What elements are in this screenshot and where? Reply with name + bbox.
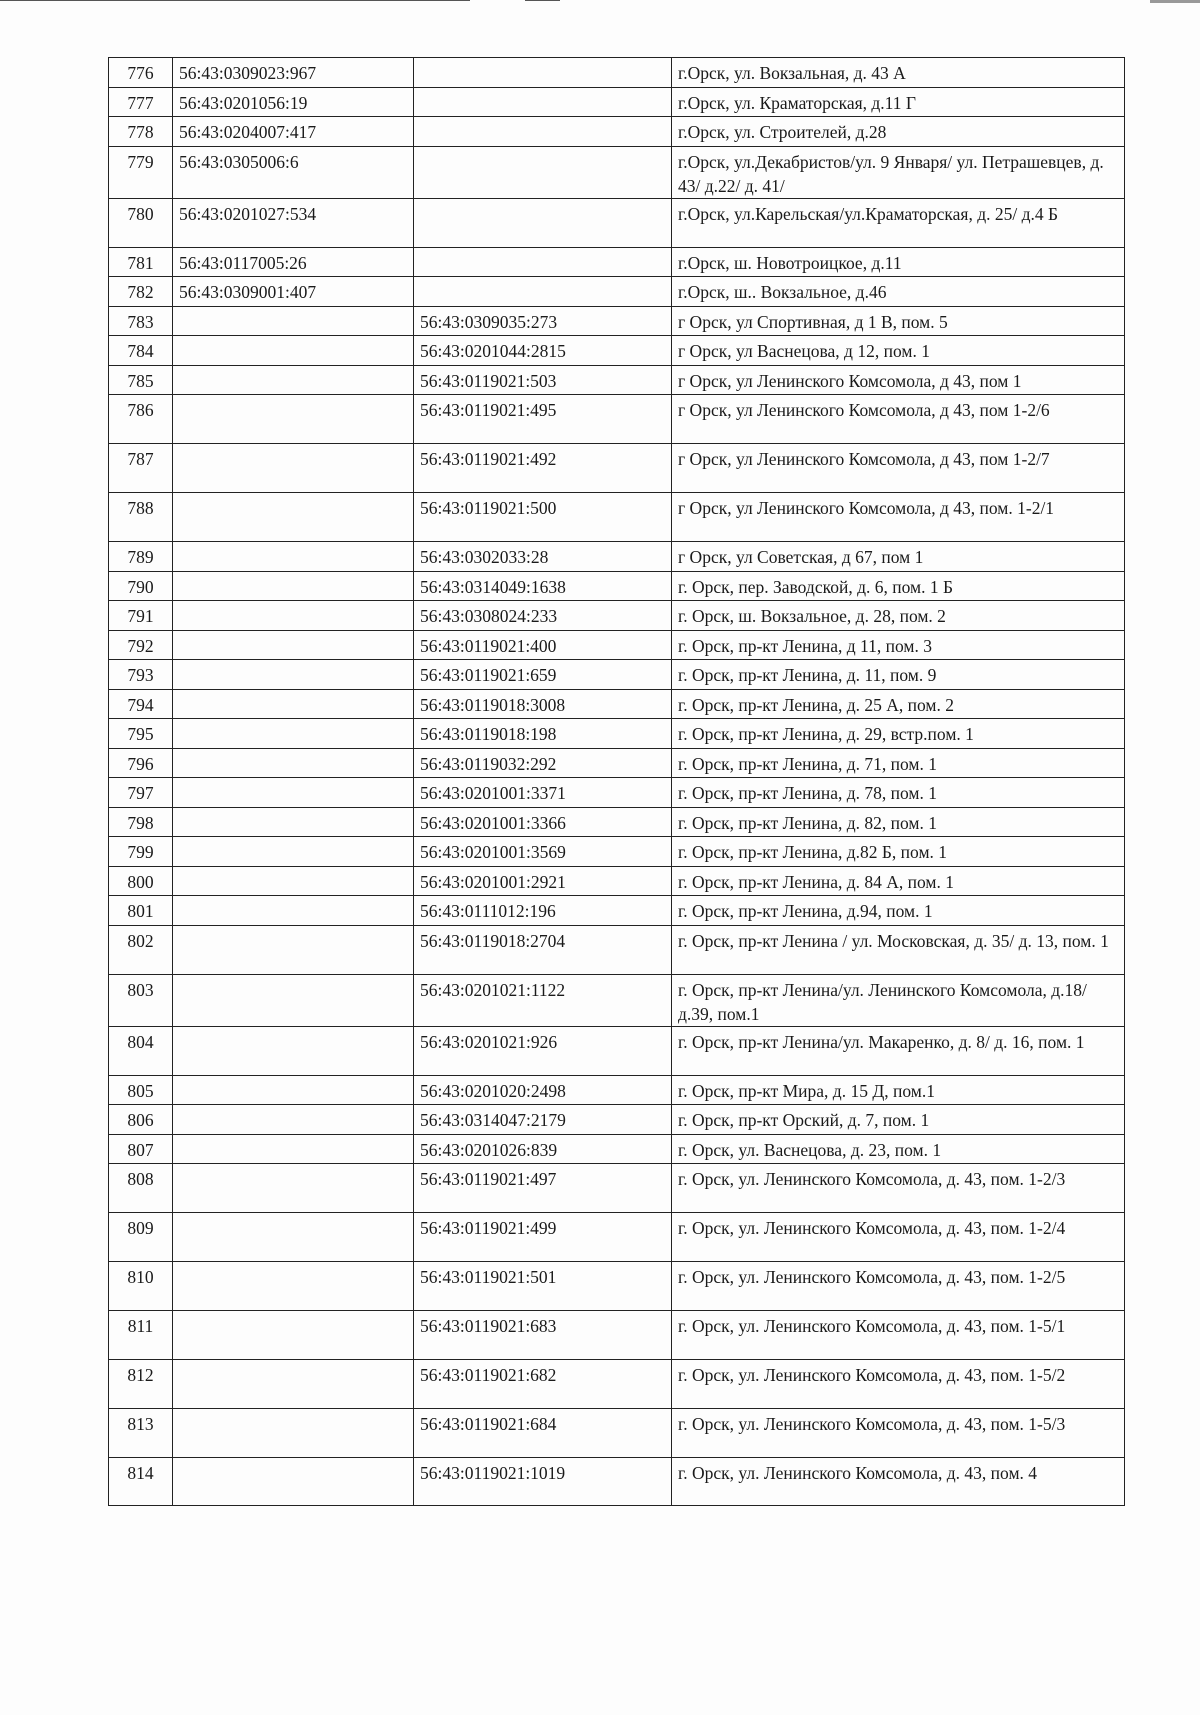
premises-cadastral-cell xyxy=(414,277,672,307)
premises-cadastral-cell: 56:43:0119021:684 xyxy=(414,1409,672,1458)
row-number-cell: 785 xyxy=(109,365,173,395)
address-cell: г. Орск, пр-кт Ленина / ул. Московская, д. 35/ д. 13, пом. 1 xyxy=(672,925,1125,974)
row-number-cell: 792 xyxy=(109,630,173,660)
address-cell: г.Орск, ул. Вокзальная, д. 43 А xyxy=(672,58,1125,88)
table-row xyxy=(109,925,1125,974)
premises-cadastral-cell xyxy=(414,87,672,117)
premises-cadastral-cell: 56:43:0308024:233 xyxy=(414,601,672,631)
premises-cadastral-cell xyxy=(414,58,672,88)
premises-cadastral-cell: 56:43:0111012:196 xyxy=(414,896,672,926)
row-number-cell: 776 xyxy=(109,58,173,88)
row-number-cell: 788 xyxy=(109,493,173,542)
address-cell: г Орск, ул Ленинского Комсомола, д 43, пом 1-2/6 xyxy=(672,395,1125,444)
parcel-cadastral-cell xyxy=(173,807,414,837)
table-row xyxy=(109,146,1125,198)
premises-cadastral-cell: 56:43:0119021:659 xyxy=(414,660,672,690)
row-number-cell: 809 xyxy=(109,1213,173,1262)
row-number-cell: 789 xyxy=(109,542,173,572)
premises-cadastral-cell: 56:43:0314049:1638 xyxy=(414,571,672,601)
premises-cadastral-cell: 56:43:0119021:500 xyxy=(414,493,672,542)
row-number-cell: 793 xyxy=(109,660,173,690)
parcel-cadastral-cell xyxy=(173,866,414,896)
table-row xyxy=(109,1134,1125,1164)
premises-cadastral-cell xyxy=(414,198,672,247)
table-row xyxy=(109,1311,1125,1360)
row-number-cell: 807 xyxy=(109,1134,173,1164)
table-row xyxy=(109,247,1125,277)
row-number-cell: 779 xyxy=(109,146,173,198)
premises-cadastral-cell: 56:43:0119021:497 xyxy=(414,1164,672,1213)
address-cell: г. Орск, ул. Ленинского Комсомола, д. 43, пом. 1-2/5 xyxy=(672,1262,1125,1311)
address-cell: г Орск, ул Ленинского Комсомола, д 43, пом 1-2/7 xyxy=(672,444,1125,493)
table-row xyxy=(109,306,1125,336)
row-number-cell: 791 xyxy=(109,601,173,631)
address-cell: г. Орск, пр-кт Ленина, д.94, пом. 1 xyxy=(672,896,1125,926)
scan-artifact xyxy=(1150,0,1200,3)
parcel-cadastral-cell: 56:43:0201056:19 xyxy=(173,87,414,117)
row-number-cell: 814 xyxy=(109,1458,173,1506)
table-row xyxy=(109,778,1125,808)
row-number-cell: 786 xyxy=(109,395,173,444)
row-number-cell: 795 xyxy=(109,719,173,749)
address-cell: г. Орск, пр-кт Орский, д. 7, пом. 1 xyxy=(672,1105,1125,1135)
row-number-cell: 798 xyxy=(109,807,173,837)
address-cell: г. Орск, пр-кт Ленина, д. 29, встр.пом. 1 xyxy=(672,719,1125,749)
parcel-cadastral-cell xyxy=(173,660,414,690)
scan-artifact xyxy=(525,0,560,1)
parcel-cadastral-cell xyxy=(173,1311,414,1360)
parcel-cadastral-cell xyxy=(173,1105,414,1135)
premises-cadastral-cell xyxy=(414,117,672,147)
premises-cadastral-cell: 56:43:0119018:3008 xyxy=(414,689,672,719)
premises-cadastral-cell: 56:43:0119018:198 xyxy=(414,719,672,749)
row-number-cell: 799 xyxy=(109,837,173,867)
premises-cadastral-cell: 56:43:0309035:273 xyxy=(414,306,672,336)
address-cell: г. Орск, пр-кт Ленина, д. 71, пом. 1 xyxy=(672,748,1125,778)
parcel-cadastral-cell xyxy=(173,925,414,974)
table-row xyxy=(109,87,1125,117)
parcel-cadastral-cell xyxy=(173,365,414,395)
address-cell: г Орск, ул Васнецова, д 12, пом. 1 xyxy=(672,336,1125,366)
parcel-cadastral-cell xyxy=(173,1075,414,1105)
row-number-cell: 782 xyxy=(109,277,173,307)
parcel-cadastral-cell: 56:43:0309001:407 xyxy=(173,277,414,307)
address-cell: г.Орск, ул.Декабристов/ул. 9 Января/ ул. Петрашевцев, д. 43/ д.22/ д. 41/ xyxy=(672,146,1125,198)
row-number-cell: 803 xyxy=(109,974,173,1026)
premises-cadastral-cell: 56:43:0302033:28 xyxy=(414,542,672,572)
parcel-cadastral-cell xyxy=(173,719,414,749)
address-cell: г Орск, ул Спортивная, д 1 В, пом. 5 xyxy=(672,306,1125,336)
parcel-cadastral-cell xyxy=(173,1262,414,1311)
address-cell: г.Орск, ш. Новотроицкое, д.11 xyxy=(672,247,1125,277)
row-number-cell: 781 xyxy=(109,247,173,277)
parcel-cadastral-cell xyxy=(173,778,414,808)
parcel-cadastral-cell: 56:43:0117005:26 xyxy=(173,247,414,277)
row-number-cell: 777 xyxy=(109,87,173,117)
table-row xyxy=(109,542,1125,572)
table-row xyxy=(109,807,1125,837)
premises-cadastral-cell: 56:43:0119021:501 xyxy=(414,1262,672,1311)
parcel-cadastral-cell xyxy=(173,493,414,542)
parcel-cadastral-cell: 56:43:0201027:534 xyxy=(173,198,414,247)
table-row xyxy=(109,601,1125,631)
table-row xyxy=(109,58,1125,88)
table-row xyxy=(109,719,1125,749)
table-row xyxy=(109,630,1125,660)
row-number-cell: 790 xyxy=(109,571,173,601)
premises-cadastral-cell: 56:43:0119021:499 xyxy=(414,1213,672,1262)
row-number-cell: 780 xyxy=(109,198,173,247)
table-row xyxy=(109,866,1125,896)
address-cell: г. Орск, пр-кт Ленина, д. 82, пом. 1 xyxy=(672,807,1125,837)
row-number-cell: 811 xyxy=(109,1311,173,1360)
address-cell: г Орск, ул Ленинского Комсомола, д 43, пом. 1-2/1 xyxy=(672,493,1125,542)
row-number-cell: 804 xyxy=(109,1026,173,1075)
premises-cadastral-cell: 56:43:0201044:2815 xyxy=(414,336,672,366)
row-number-cell: 796 xyxy=(109,748,173,778)
parcel-cadastral-cell xyxy=(173,896,414,926)
table-row xyxy=(109,1105,1125,1135)
table-row xyxy=(109,748,1125,778)
address-cell: г. Орск, ул. Ленинского Комсомола, д. 43, пом. 1-5/3 xyxy=(672,1409,1125,1458)
parcel-cadastral-cell: 56:43:0305006:6 xyxy=(173,146,414,198)
row-number-cell: 787 xyxy=(109,444,173,493)
address-cell: г. Орск, пр-кт Ленина/ул. Макаренко, д. 8/ д. 16, пом. 1 xyxy=(672,1026,1125,1075)
parcel-cadastral-cell xyxy=(173,630,414,660)
registry-body xyxy=(109,58,1125,1506)
row-number-cell: 813 xyxy=(109,1409,173,1458)
address-cell: г. Орск, ул. Ленинского Комсомола, д. 43, пом. 1-2/4 xyxy=(672,1213,1125,1262)
row-number-cell: 806 xyxy=(109,1105,173,1135)
row-number-cell: 808 xyxy=(109,1164,173,1213)
address-cell: г.Орск, ш.. Вокзальное, д.46 xyxy=(672,277,1125,307)
parcel-cadastral-cell xyxy=(173,306,414,336)
premises-cadastral-cell: 56:43:0201020:2498 xyxy=(414,1075,672,1105)
premises-cadastral-cell: 56:43:0201026:839 xyxy=(414,1134,672,1164)
row-number-cell: 801 xyxy=(109,896,173,926)
table-row xyxy=(109,277,1125,307)
address-cell: г. Орск, ул. Васнецова, д. 23, пом. 1 xyxy=(672,1134,1125,1164)
row-number-cell: 802 xyxy=(109,925,173,974)
premises-cadastral-cell: 56:43:0119021:503 xyxy=(414,365,672,395)
row-number-cell: 797 xyxy=(109,778,173,808)
parcel-cadastral-cell xyxy=(173,1213,414,1262)
address-cell: г. Орск, ул. Ленинского Комсомола, д. 43, пом. 4 xyxy=(672,1458,1125,1506)
parcel-cadastral-cell xyxy=(173,542,414,572)
table-row xyxy=(109,1360,1125,1409)
parcel-cadastral-cell xyxy=(173,1164,414,1213)
parcel-cadastral-cell: 56:43:0204007:417 xyxy=(173,117,414,147)
address-cell: г.Орск, ул. Краматорская, д.11 Г xyxy=(672,87,1125,117)
parcel-cadastral-cell xyxy=(173,444,414,493)
table-row xyxy=(109,689,1125,719)
premises-cadastral-cell: 56:43:0119021:683 xyxy=(414,1311,672,1360)
table-row xyxy=(109,974,1125,1026)
address-cell: г. Орск, пр-кт Ленина, д. 84 А, пом. 1 xyxy=(672,866,1125,896)
premises-cadastral-cell: 56:43:0201001:3366 xyxy=(414,807,672,837)
premises-cadastral-cell: 56:43:0201001:3569 xyxy=(414,837,672,867)
row-number-cell: 800 xyxy=(109,866,173,896)
address-cell: г. Орск, пр-кт Ленина, д. 25 А, пом. 2 xyxy=(672,689,1125,719)
row-number-cell: 783 xyxy=(109,306,173,336)
premises-cadastral-cell: 56:43:0119021:400 xyxy=(414,630,672,660)
address-cell: г. Орск, ул. Ленинского Комсомола, д. 43, пом. 1-2/3 xyxy=(672,1164,1125,1213)
parcel-cadastral-cell xyxy=(173,336,414,366)
premises-cadastral-cell: 56:43:0201021:926 xyxy=(414,1026,672,1075)
row-number-cell: 810 xyxy=(109,1262,173,1311)
registry-table xyxy=(108,57,1125,1506)
parcel-cadastral-cell xyxy=(173,1026,414,1075)
table-row xyxy=(109,837,1125,867)
address-cell: г. Орск, ул. Ленинского Комсомола, д. 43, пом. 1-5/1 xyxy=(672,1311,1125,1360)
premises-cadastral-cell xyxy=(414,146,672,198)
parcel-cadastral-cell xyxy=(173,748,414,778)
parcel-cadastral-cell xyxy=(173,395,414,444)
table-row xyxy=(109,395,1125,444)
premises-cadastral-cell: 56:43:0119032:292 xyxy=(414,748,672,778)
row-number-cell: 794 xyxy=(109,689,173,719)
parcel-cadastral-cell xyxy=(173,601,414,631)
table-row xyxy=(109,1262,1125,1311)
table-row xyxy=(109,336,1125,366)
address-cell: г. Орск, ул. Ленинского Комсомола, д. 43, пом. 1-5/2 xyxy=(672,1360,1125,1409)
premises-cadastral-cell xyxy=(414,247,672,277)
premises-cadastral-cell: 56:43:0119018:2704 xyxy=(414,925,672,974)
premises-cadastral-cell: 56:43:0201021:1122 xyxy=(414,974,672,1026)
address-cell: г. Орск, пр-кт Ленина/ул. Ленинского Комсомола, д.18/ д.39, пом.1 xyxy=(672,974,1125,1026)
address-cell: г. Орск, пр-кт Ленина, д.82 Б, пом. 1 xyxy=(672,837,1125,867)
table-row xyxy=(109,1458,1125,1506)
parcel-cadastral-cell xyxy=(173,837,414,867)
premises-cadastral-cell: 56:43:0119021:492 xyxy=(414,444,672,493)
premises-cadastral-cell: 56:43:0201001:2921 xyxy=(414,866,672,896)
parcel-cadastral-cell xyxy=(173,689,414,719)
address-cell: г. Орск, пр-кт Мира, д. 15 Д, пом.1 xyxy=(672,1075,1125,1105)
parcel-cadastral-cell xyxy=(173,974,414,1026)
table-row xyxy=(109,444,1125,493)
row-number-cell: 805 xyxy=(109,1075,173,1105)
table-row xyxy=(109,493,1125,542)
table-row xyxy=(109,896,1125,926)
table-row xyxy=(109,571,1125,601)
premises-cadastral-cell: 56:43:0201001:3371 xyxy=(414,778,672,808)
scan-artifact xyxy=(0,0,470,1)
address-cell: г Орск, ул Ленинского Комсомола, д 43, пом 1 xyxy=(672,365,1125,395)
table-row xyxy=(109,198,1125,247)
address-cell: г. Орск, пер. Заводской, д. 6, пом. 1 Б xyxy=(672,571,1125,601)
premises-cadastral-cell: 56:43:0119021:1019 xyxy=(414,1458,672,1506)
address-cell: г.Орск, ул.Карельская/ул.Краматорская, д. 25/ д.4 Б xyxy=(672,198,1125,247)
address-cell: г. Орск, пр-кт Ленина, д. 11, пом. 9 xyxy=(672,660,1125,690)
address-cell: г. Орск, пр-кт Ленина, д. 78, пом. 1 xyxy=(672,778,1125,808)
address-cell: г Орск, ул Советская, д 67, пом 1 xyxy=(672,542,1125,572)
table-row xyxy=(109,1075,1125,1105)
table-row xyxy=(109,1026,1125,1075)
row-number-cell: 784 xyxy=(109,336,173,366)
table-row xyxy=(109,117,1125,147)
table-row xyxy=(109,660,1125,690)
premises-cadastral-cell: 56:43:0119021:495 xyxy=(414,395,672,444)
parcel-cadastral-cell: 56:43:0309023:967 xyxy=(173,58,414,88)
address-cell: г. Орск, ш. Вокзальное, д. 28, пом. 2 xyxy=(672,601,1125,631)
parcel-cadastral-cell xyxy=(173,1409,414,1458)
address-cell: г.Орск, ул. Строителей, д.28 xyxy=(672,117,1125,147)
table-row xyxy=(109,365,1125,395)
premises-cadastral-cell: 56:43:0119021:682 xyxy=(414,1360,672,1409)
row-number-cell: 778 xyxy=(109,117,173,147)
table-row xyxy=(109,1409,1125,1458)
parcel-cadastral-cell xyxy=(173,1360,414,1409)
parcel-cadastral-cell xyxy=(173,1134,414,1164)
parcel-cadastral-cell xyxy=(173,571,414,601)
parcel-cadastral-cell xyxy=(173,1458,414,1506)
table-row xyxy=(109,1164,1125,1213)
premises-cadastral-cell: 56:43:0314047:2179 xyxy=(414,1105,672,1135)
table-row xyxy=(109,1213,1125,1262)
row-number-cell: 812 xyxy=(109,1360,173,1409)
address-cell: г. Орск, пр-кт Ленина, д 11, пом. 3 xyxy=(672,630,1125,660)
